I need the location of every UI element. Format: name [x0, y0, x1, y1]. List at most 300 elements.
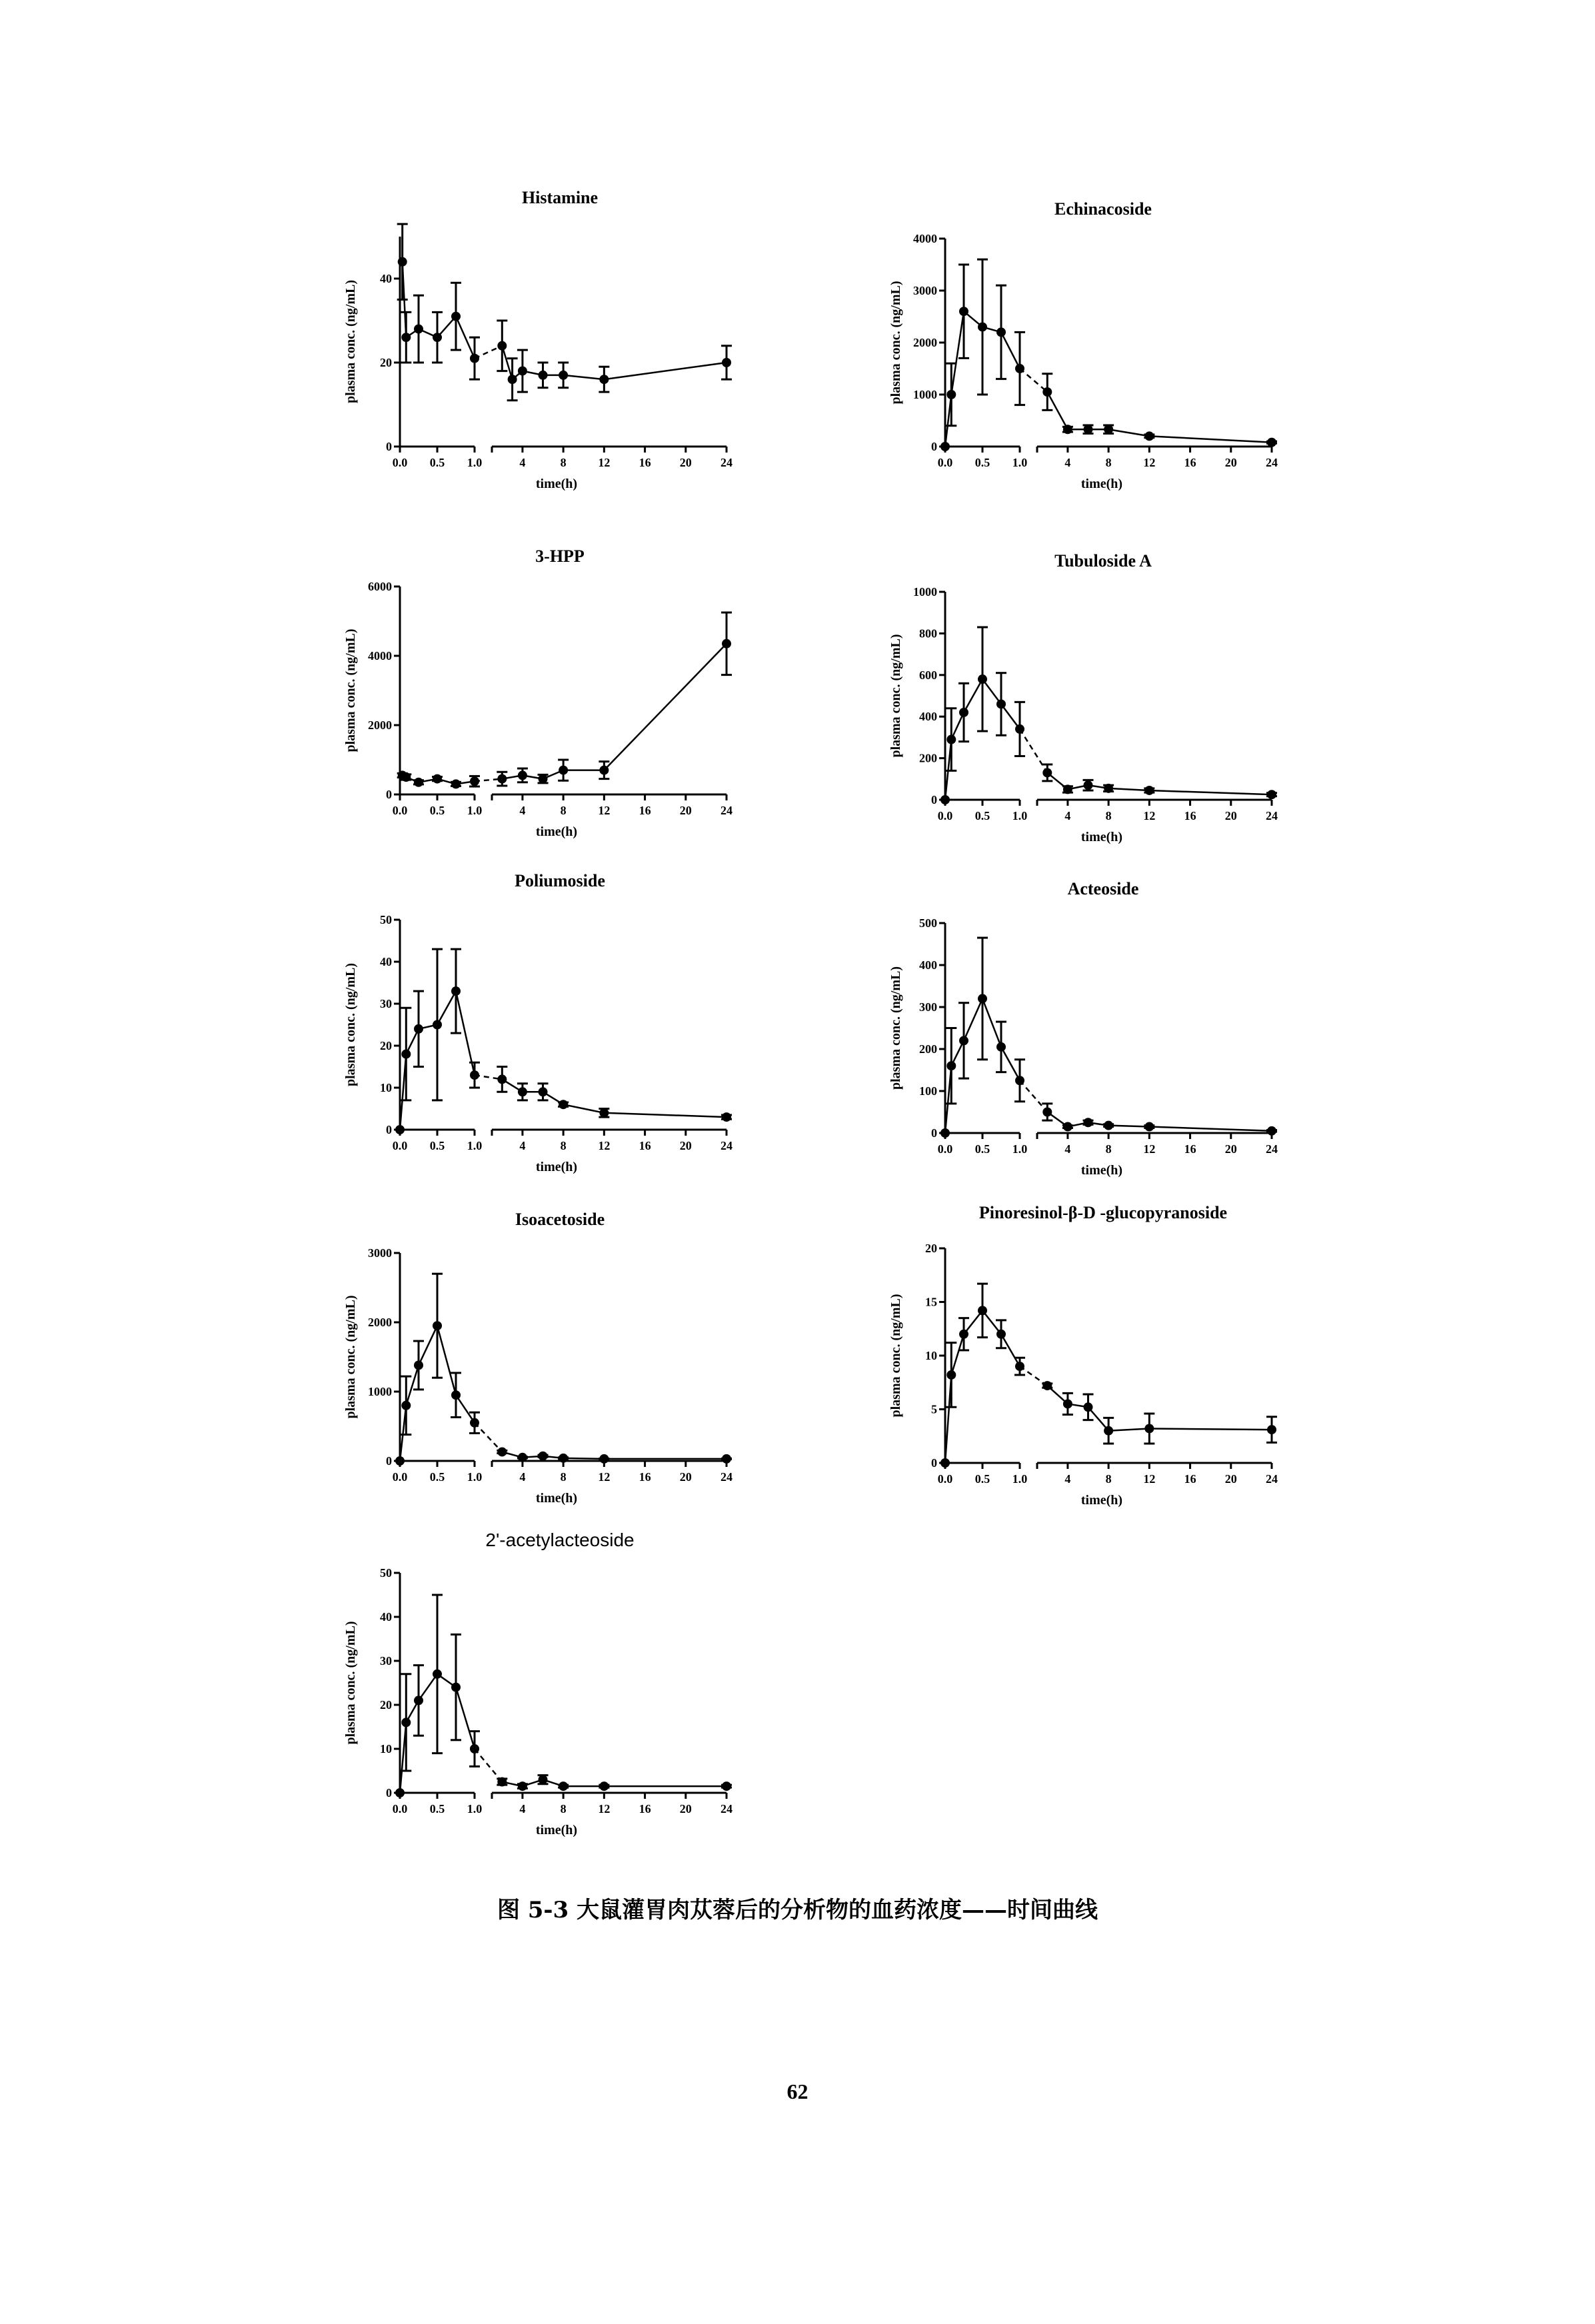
- x-tick-label: 24: [721, 1802, 733, 1815]
- data-point: [1084, 1402, 1093, 1412]
- x-tick-label: 24: [721, 456, 733, 469]
- y-tick-label: 3000: [368, 1246, 392, 1260]
- data-point: [451, 986, 461, 996]
- x-tick-label: 20: [679, 804, 692, 817]
- data-point: [559, 1781, 568, 1791]
- y-axis-label: plasma conc. (ng/mL): [343, 1295, 358, 1419]
- x-tick-label: 24: [1266, 809, 1278, 822]
- data-point: [470, 776, 479, 786]
- data-point: [722, 1112, 731, 1122]
- x-tick-label: 4: [519, 1802, 526, 1815]
- data-point: [539, 1087, 548, 1096]
- data-point: [1063, 1399, 1072, 1408]
- data-point: [559, 371, 568, 380]
- x-tick-label: 8: [1105, 456, 1112, 469]
- y-axis-label: plasma conc. (ng/mL): [888, 634, 903, 758]
- page-number: 62: [787, 2079, 808, 2103]
- series-line-segment: [1001, 1334, 1020, 1366]
- series-line-segment: [964, 998, 982, 1040]
- y-tick-label: 3000: [913, 284, 937, 297]
- x-axis-label: time(h): [535, 1160, 578, 1174]
- x-tick-label: 20: [1224, 456, 1237, 469]
- series-line-segment: [1001, 704, 1020, 728]
- data-point: [470, 1418, 479, 1428]
- data-point: [451, 312, 461, 321]
- data-point: [395, 1456, 405, 1466]
- y-tick-label: 0: [386, 440, 392, 453]
- series-line-segment: [1149, 436, 1272, 442]
- data-point: [470, 354, 479, 363]
- data-point: [599, 766, 609, 775]
- data-point: [1084, 425, 1093, 434]
- chart-title: Pinoresinol-β-D -glucopyranoside: [978, 1203, 1228, 1222]
- data-point: [1267, 790, 1276, 799]
- y-tick-label: 400: [919, 710, 937, 724]
- data-point: [1144, 786, 1154, 795]
- chart-panel: [888, 199, 1278, 491]
- data-point: [1144, 1424, 1154, 1433]
- x-tick-label: 24: [721, 1470, 733, 1484]
- data-point: [1144, 1122, 1154, 1132]
- data-point: [1015, 1362, 1024, 1371]
- data-point: [996, 1042, 1006, 1052]
- chart-title: Acteoside: [1067, 879, 1139, 898]
- x-tick-label: 16: [1184, 1142, 1196, 1156]
- data-point: [940, 1458, 950, 1468]
- y-tick-label: 4000: [368, 649, 392, 662]
- data-point: [401, 1718, 411, 1727]
- data-point: [497, 1447, 507, 1456]
- y-tick-label: 0: [931, 1126, 937, 1140]
- x-tick-label: 16: [639, 1470, 651, 1484]
- y-tick-label: 0: [386, 1454, 392, 1468]
- series-line-segment: [951, 311, 964, 395]
- y-tick-label: 15: [925, 1295, 937, 1309]
- data-point: [451, 1683, 461, 1692]
- y-tick-label: 200: [919, 751, 937, 765]
- series-line-segment: [563, 375, 604, 379]
- data-point: [518, 770, 527, 780]
- data-point: [497, 1777, 507, 1787]
- data-point: [946, 735, 956, 744]
- x-tick-label: 16: [639, 804, 651, 817]
- x-axis-label: time(h): [1080, 1163, 1123, 1178]
- x-axis-label: time(h): [535, 477, 578, 491]
- y-tick-label: 0: [931, 1456, 937, 1470]
- y-tick-label: 300: [919, 1000, 937, 1014]
- x-tick-label: 12: [1143, 456, 1156, 469]
- y-tick-label: 2000: [368, 1316, 392, 1329]
- x-tick-label: 0.0: [937, 809, 953, 822]
- data-point: [599, 375, 609, 384]
- x-tick-label: 1.0: [467, 804, 483, 817]
- chart-panel: [888, 551, 1278, 844]
- data-point: [508, 375, 517, 384]
- series-line-segment: [1020, 729, 1047, 773]
- data-point: [996, 327, 1006, 337]
- data-point: [722, 1454, 731, 1464]
- series-line-segment: [437, 991, 456, 1024]
- x-tick-label: 1.0: [467, 1139, 483, 1152]
- data-point: [940, 1128, 950, 1138]
- x-tick-label: 12: [598, 1139, 611, 1152]
- y-tick-label: 2000: [913, 336, 937, 349]
- data-point: [1063, 425, 1072, 434]
- x-tick-label: 20: [1224, 1142, 1237, 1156]
- x-tick-label: 1.0: [1012, 809, 1028, 822]
- y-tick-label: 20: [380, 1039, 392, 1052]
- y-axis-label: plasma conc. (ng/mL): [888, 281, 903, 405]
- x-tick-label: 0.5: [429, 804, 445, 817]
- x-tick-label: 0.5: [429, 1470, 445, 1484]
- y-tick-label: 800: [919, 626, 937, 640]
- x-tick-label: 24: [721, 1139, 733, 1152]
- data-point: [722, 639, 731, 648]
- x-tick-label: 0.5: [429, 1802, 445, 1815]
- data-point: [959, 307, 968, 316]
- data-point: [414, 325, 423, 334]
- data-point: [433, 1670, 442, 1679]
- data-point: [1104, 425, 1113, 434]
- data-point: [497, 1074, 507, 1084]
- data-point: [539, 774, 548, 784]
- x-axis-label: time(h): [535, 1491, 578, 1506]
- data-point: [1063, 784, 1072, 794]
- data-point: [1267, 438, 1276, 447]
- data-point: [996, 1330, 1006, 1339]
- x-tick-label: 0.0: [392, 1139, 408, 1152]
- y-axis-label: plasma conc. (ng/mL): [888, 1294, 903, 1418]
- x-tick-label: 4: [519, 456, 526, 469]
- chart-panel: [343, 1210, 733, 1506]
- x-axis-label: time(h): [535, 824, 578, 839]
- series-line-segment: [951, 1334, 964, 1375]
- series-line-segment: [456, 1395, 475, 1423]
- x-tick-label: 8: [1105, 809, 1112, 822]
- x-tick-label: 12: [598, 456, 611, 469]
- x-tick-label: 4: [519, 804, 526, 817]
- data-point: [1267, 1126, 1276, 1136]
- data-point: [401, 333, 411, 342]
- data-point: [1144, 431, 1154, 441]
- series-line-segment: [1108, 788, 1149, 790]
- x-tick-label: 24: [721, 804, 733, 817]
- x-tick-label: 0.0: [392, 804, 408, 817]
- y-tick-label: 10: [380, 1081, 392, 1094]
- series-line-segment: [419, 1326, 437, 1365]
- data-point: [395, 1125, 405, 1134]
- data-point: [470, 1070, 479, 1080]
- series-line-segment: [502, 346, 512, 379]
- data-point: [1015, 724, 1024, 734]
- y-tick-label: 40: [380, 955, 392, 968]
- data-point: [401, 772, 411, 782]
- chart-title: Tubuloside A: [1054, 551, 1152, 571]
- y-tick-label: 40: [380, 1610, 392, 1624]
- data-point: [1042, 1381, 1052, 1390]
- data-point: [401, 1401, 411, 1410]
- y-tick-label: 0: [386, 1123, 392, 1136]
- x-tick-label: 12: [1143, 1142, 1156, 1156]
- data-point: [959, 1330, 968, 1339]
- x-tick-label: 4: [1064, 1472, 1071, 1486]
- data-point: [433, 774, 442, 784]
- data-point: [946, 1370, 956, 1380]
- x-tick-label: 8: [1105, 1142, 1112, 1156]
- x-tick-label: 0.0: [392, 456, 408, 469]
- x-tick-label: 4: [519, 1139, 526, 1152]
- data-point: [978, 1306, 987, 1315]
- x-tick-label: 20: [679, 1470, 692, 1484]
- data-point: [395, 1788, 405, 1797]
- data-point: [433, 1020, 442, 1030]
- data-point: [1104, 1426, 1113, 1436]
- x-tick-label: 12: [1143, 1472, 1156, 1486]
- data-point: [539, 371, 548, 380]
- series-line-segment: [1020, 1080, 1047, 1112]
- series-line-segment: [604, 363, 727, 379]
- x-tick-label: 0.5: [429, 1139, 445, 1152]
- x-tick-label: 4: [519, 1470, 526, 1484]
- series-line-segment: [437, 1326, 456, 1395]
- data-point: [451, 779, 461, 788]
- series-line-segment: [1001, 332, 1020, 369]
- y-tick-label: 1000: [913, 585, 937, 598]
- x-tick-label: 1.0: [1012, 456, 1028, 469]
- chart-panel: [343, 188, 733, 491]
- x-tick-label: 24: [1266, 456, 1278, 469]
- series-line-segment: [604, 1113, 727, 1117]
- data-point: [599, 1108, 609, 1118]
- data-point: [946, 390, 956, 399]
- series-line-segment: [563, 1458, 604, 1459]
- x-tick-label: 16: [639, 1802, 651, 1815]
- series-line-segment: [475, 1749, 502, 1782]
- series-line-segment: [563, 1104, 604, 1113]
- x-tick-label: 1.0: [467, 1802, 483, 1815]
- series-line-segment: [1088, 1407, 1109, 1430]
- y-tick-label: 500: [919, 916, 937, 930]
- data-point: [940, 442, 950, 451]
- x-axis-label: time(h): [1080, 1493, 1123, 1508]
- x-tick-label: 8: [560, 1802, 567, 1815]
- x-tick-label: 12: [598, 1802, 611, 1815]
- series-line-segment: [1108, 1428, 1149, 1430]
- x-tick-label: 12: [598, 1470, 611, 1484]
- y-tick-label: 0: [931, 793, 937, 806]
- x-tick-label: 0.0: [937, 1472, 953, 1486]
- y-tick-label: 10: [380, 1742, 392, 1755]
- data-point: [559, 766, 568, 775]
- y-tick-label: 30: [380, 997, 392, 1010]
- series-line-segment: [604, 644, 727, 770]
- y-axis-label: plasma conc. (ng/mL): [888, 966, 903, 1090]
- data-point: [433, 333, 442, 342]
- y-axis-label: plasma conc. (ng/mL): [343, 1621, 358, 1745]
- x-tick-label: 12: [1143, 809, 1156, 822]
- data-point: [1015, 364, 1024, 373]
- data-point: [1015, 1076, 1024, 1085]
- x-tick-label: 24: [1266, 1142, 1278, 1156]
- data-point: [518, 367, 527, 376]
- data-point: [1042, 1108, 1052, 1117]
- data-point: [959, 708, 968, 717]
- x-tick-label: 12: [598, 804, 611, 817]
- x-tick-label: 16: [639, 456, 651, 469]
- series-line-segment: [1108, 1126, 1149, 1127]
- y-tick-label: 20: [925, 1242, 937, 1255]
- x-tick-label: 8: [1105, 1472, 1112, 1486]
- y-tick-label: 0: [386, 788, 392, 801]
- y-tick-label: 600: [919, 668, 937, 682]
- y-tick-label: 50: [380, 1566, 392, 1580]
- data-point: [1042, 387, 1052, 397]
- data-point: [518, 1087, 527, 1096]
- y-tick-label: 20: [380, 356, 392, 369]
- x-tick-label: 0.5: [429, 456, 445, 469]
- data-point: [518, 1453, 527, 1462]
- data-point: [940, 795, 950, 804]
- x-axis-label: time(h): [1080, 477, 1123, 491]
- chart-title: Isoacetoside: [515, 1210, 605, 1229]
- data-point: [401, 1050, 411, 1059]
- chart-title: Echinacoside: [1054, 199, 1152, 219]
- y-tick-label: 20: [380, 1698, 392, 1712]
- data-point: [978, 323, 987, 332]
- chart-title: 3-HPP: [535, 547, 585, 566]
- y-tick-label: 5: [931, 1402, 937, 1416]
- x-tick-label: 8: [560, 1139, 567, 1152]
- x-tick-label: 20: [679, 1139, 692, 1152]
- y-tick-label: 2000: [368, 718, 392, 732]
- x-tick-label: 0.5: [974, 809, 990, 822]
- x-tick-label: 0.5: [974, 1472, 990, 1486]
- data-point: [559, 1454, 568, 1463]
- x-tick-label: 16: [1184, 1472, 1196, 1486]
- data-point: [451, 1390, 461, 1400]
- y-tick-label: 1000: [913, 388, 937, 401]
- series-line-segment: [1149, 790, 1272, 794]
- x-tick-label: 8: [560, 1470, 567, 1484]
- y-tick-label: 6000: [368, 580, 392, 593]
- data-point: [1267, 1425, 1276, 1434]
- series-line-segment: [982, 998, 1001, 1046]
- data-point: [559, 1100, 568, 1109]
- x-tick-label: 0.0: [392, 1470, 408, 1484]
- x-axis-label: time(h): [535, 1823, 578, 1837]
- series-line-segment: [419, 1674, 437, 1701]
- x-tick-label: 20: [1224, 1472, 1237, 1486]
- chart-panel: [888, 879, 1278, 1178]
- x-tick-label: 24: [1266, 1472, 1278, 1486]
- y-tick-label: 40: [380, 272, 392, 285]
- x-tick-label: 20: [1224, 809, 1237, 822]
- x-tick-label: 1.0: [467, 456, 483, 469]
- y-tick-label: 10: [925, 1349, 937, 1362]
- data-point: [1104, 1121, 1113, 1130]
- figure-caption: 图 5-3 大鼠灌胃肉苁蓉后的分析物的血药浓度——时间曲线: [497, 1897, 1098, 1923]
- y-axis-label: plasma conc. (ng/mL): [343, 280, 358, 403]
- x-tick-label: 8: [560, 456, 567, 469]
- chart-panel: [343, 547, 733, 839]
- data-point: [1042, 768, 1052, 777]
- data-point: [414, 1360, 423, 1370]
- y-tick-label: 0: [931, 440, 937, 453]
- chart-panel: [343, 1530, 733, 1837]
- chart-title: Poliumoside: [515, 871, 605, 890]
- series-line-segment: [1108, 429, 1149, 436]
- data-point: [1084, 1118, 1093, 1127]
- x-tick-label: 20: [679, 456, 692, 469]
- data-point: [1104, 784, 1113, 793]
- data-point: [722, 1781, 731, 1791]
- x-tick-label: 20: [679, 1802, 692, 1815]
- x-tick-label: 4: [1064, 1142, 1071, 1156]
- x-tick-label: 16: [1184, 809, 1196, 822]
- data-point: [414, 1024, 423, 1034]
- series-line-segment: [1001, 1047, 1020, 1080]
- data-point: [599, 1781, 609, 1791]
- series-line-segment: [1149, 1428, 1272, 1430]
- x-tick-label: 0.5: [974, 456, 990, 469]
- series-line-segment: [406, 1365, 419, 1405]
- data-point: [497, 341, 507, 351]
- data-point: [518, 1781, 527, 1791]
- chart-panel: [343, 871, 733, 1174]
- chart-title: 2'-acetylacteoside: [485, 1530, 635, 1550]
- x-tick-label: 16: [639, 1139, 651, 1152]
- x-tick-label: 0.0: [937, 1142, 953, 1156]
- x-tick-label: 1.0: [1012, 1142, 1028, 1156]
- x-tick-label: 16: [1184, 456, 1196, 469]
- y-axis-label: plasma conc. (ng/mL): [343, 628, 358, 752]
- x-tick-label: 0.0: [937, 456, 953, 469]
- data-point: [414, 1696, 423, 1705]
- data-point: [497, 774, 507, 784]
- data-point: [539, 1452, 548, 1461]
- x-tick-label: 4: [1064, 809, 1071, 822]
- data-point: [978, 674, 987, 684]
- x-tick-label: 4: [1064, 456, 1071, 469]
- data-point: [470, 1744, 479, 1753]
- chart-title: Histamine: [521, 188, 599, 207]
- data-point: [722, 358, 731, 367]
- series-line-segment: [982, 679, 1001, 704]
- y-tick-label: 100: [919, 1084, 937, 1098]
- y-tick-label: 0: [386, 1786, 392, 1799]
- y-tick-label: 200: [919, 1042, 937, 1056]
- series-line-segment: [1149, 1127, 1272, 1131]
- x-tick-label: 8: [560, 804, 567, 817]
- x-tick-label: 1.0: [467, 1470, 483, 1484]
- x-tick-label: 1.0: [1012, 1472, 1028, 1486]
- y-tick-label: 4000: [913, 232, 937, 245]
- series-line-segment: [475, 1423, 502, 1452]
- y-tick-label: 30: [380, 1654, 392, 1668]
- data-point: [978, 994, 987, 1003]
- y-tick-label: 400: [919, 958, 937, 972]
- x-tick-label: 0.5: [974, 1142, 990, 1156]
- data-point: [1084, 780, 1093, 790]
- x-tick-label: 0.0: [392, 1802, 408, 1815]
- data-point: [959, 1036, 968, 1045]
- x-axis-label: time(h): [1080, 830, 1123, 844]
- y-tick-label: 50: [380, 913, 392, 926]
- data-point: [433, 1321, 442, 1330]
- chart-panel: [888, 1203, 1278, 1508]
- y-tick-label: 1000: [368, 1385, 392, 1398]
- series-line-segment: [1020, 369, 1047, 392]
